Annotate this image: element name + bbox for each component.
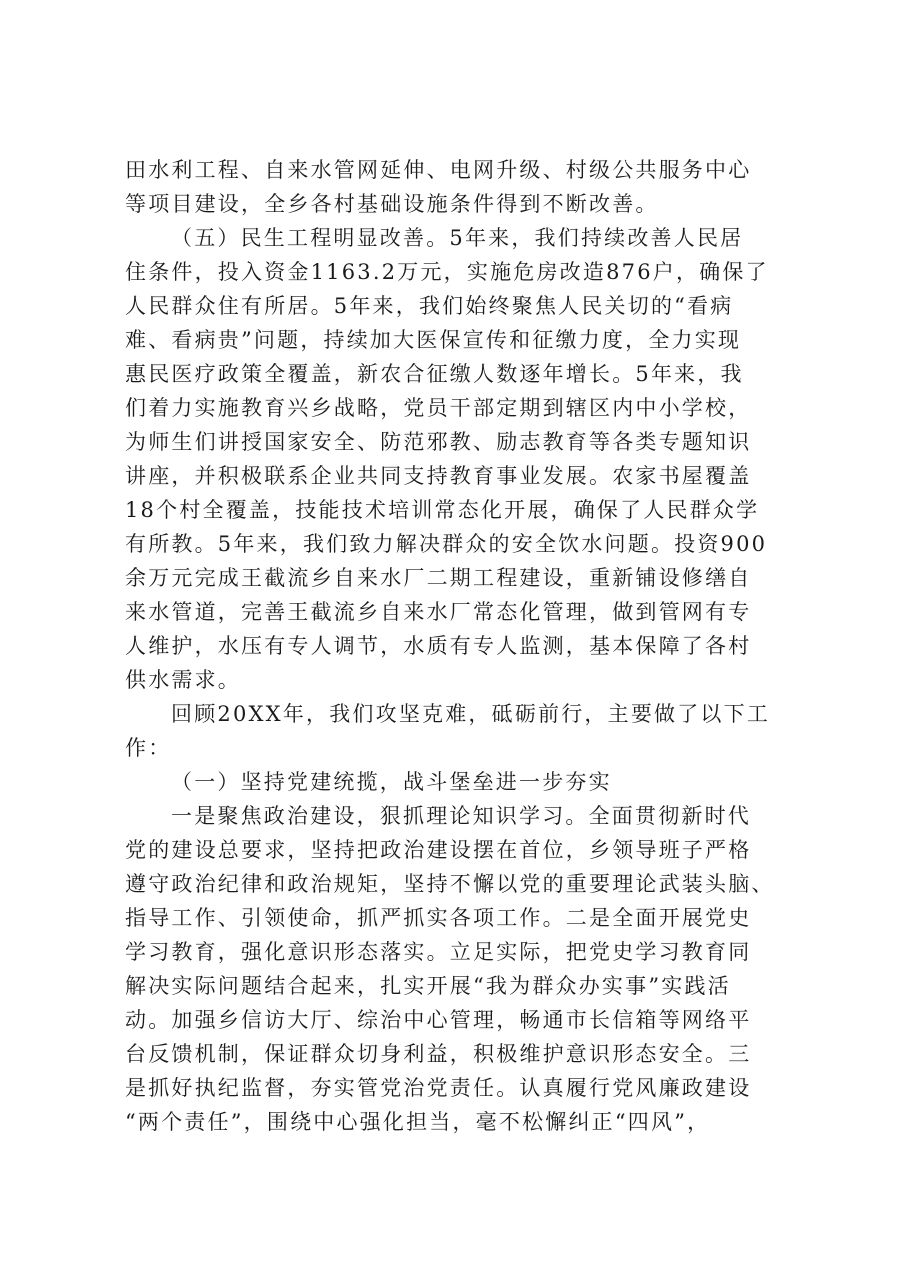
text-line: 住条件，投入资金1163.2万元，实施危房改造876户，确保了 <box>125 260 769 284</box>
text-line: 人维护，水压有专人调节，水质有专人监测，基本保障了各村 <box>125 634 752 658</box>
text-line: 台反馈机制，保证群众切身利益，积极维护意识形态安全。三 <box>125 1042 752 1066</box>
section-heading: （一）坚持党建统揽，战斗堡垒进一步夯实 <box>171 770 612 794</box>
text-line: 来水管道，完善王截流乡自来水厂常态化管理，做到管网有专 <box>125 600 752 624</box>
text-line: 难、看病贵”问题，持续加大医保宣传和征缴力度，全力实现 <box>125 328 742 352</box>
text-line: 有所教。5年来，我们致力解决群众的安全饮水问题。投资900 <box>125 532 768 556</box>
text-line: 田水利工程、自来水管网延伸、电网升级、村级公共服务中心 <box>125 158 752 182</box>
document-body <box>125 153 805 1139</box>
text-line: 等项目建设，全乡各村基础设施条件得到不断改善。 <box>125 192 659 216</box>
text-line: 人民群众住有所居。5年来，我们始终聚焦人民关切的“看病 <box>125 294 734 318</box>
text-line: 供水需求。 <box>125 668 241 692</box>
text-line: 讲座，并积极联系企业共同支持教育事业发展。农家书屋覆盖 <box>125 464 752 488</box>
paragraph-heading-line: （五）民生工程明显改善。5年来，我们持续改善人民居 <box>171 226 744 250</box>
text-line: “两个责任”，围绕中心强化担当，毫不松懈纠正“四风”， <box>125 1110 711 1134</box>
text-line: 党的建设总要求，坚持把政治建设摆在首位，乡领导班子严格 <box>125 838 752 862</box>
text-line: 是抓好执纪监督，夯实管党治党责任。认真履行党风廉政建设 <box>125 1076 752 1100</box>
text-line: 们着力实施教育兴乡战略，党员干部定期到辖区内中小学校， <box>125 396 752 420</box>
text-line: 指导工作、引领使命，抓严抓实各项工作。二是全面开展党史 <box>125 906 752 930</box>
text-line: 余万元完成王截流乡自来水厂二期工程建设，重新铺设修缮自 <box>125 566 752 590</box>
paragraph-start-line: 回顾20XX年，我们攻坚克难，砥砺前行，主要做了以下工 <box>171 702 771 726</box>
text-line: 解决实际问题结合起来，扎实开展“我为群众办实事”实践活 <box>125 974 731 998</box>
paragraph-start-line: 一是聚焦政治建设，狠抓理论知识学习。全面贯彻新时代 <box>171 804 751 828</box>
text-line: 学习教育，强化意识形态落实。立足实际，把党史学习教育同 <box>125 940 752 964</box>
text-line: 18个村全覆盖，技能技术培训常态化开展，确保了人民群众学 <box>125 498 760 522</box>
text-line: 惠民医疗政策全覆盖，新农合征缴人数逐年增长。5年来，我 <box>125 362 744 386</box>
text-line: 遵守政治纪律和政治规矩，坚持不懈以党的重要理论武装头脑、 <box>125 872 775 896</box>
text-line: 作： <box>125 736 172 760</box>
text-line: 为师生们讲授国家安全、防范邪教、励志教育等各类专题知识 <box>125 430 752 454</box>
text-line: 动。加强乡信访大厅、综治中心管理，畅通市长信箱等网络平 <box>125 1008 752 1032</box>
